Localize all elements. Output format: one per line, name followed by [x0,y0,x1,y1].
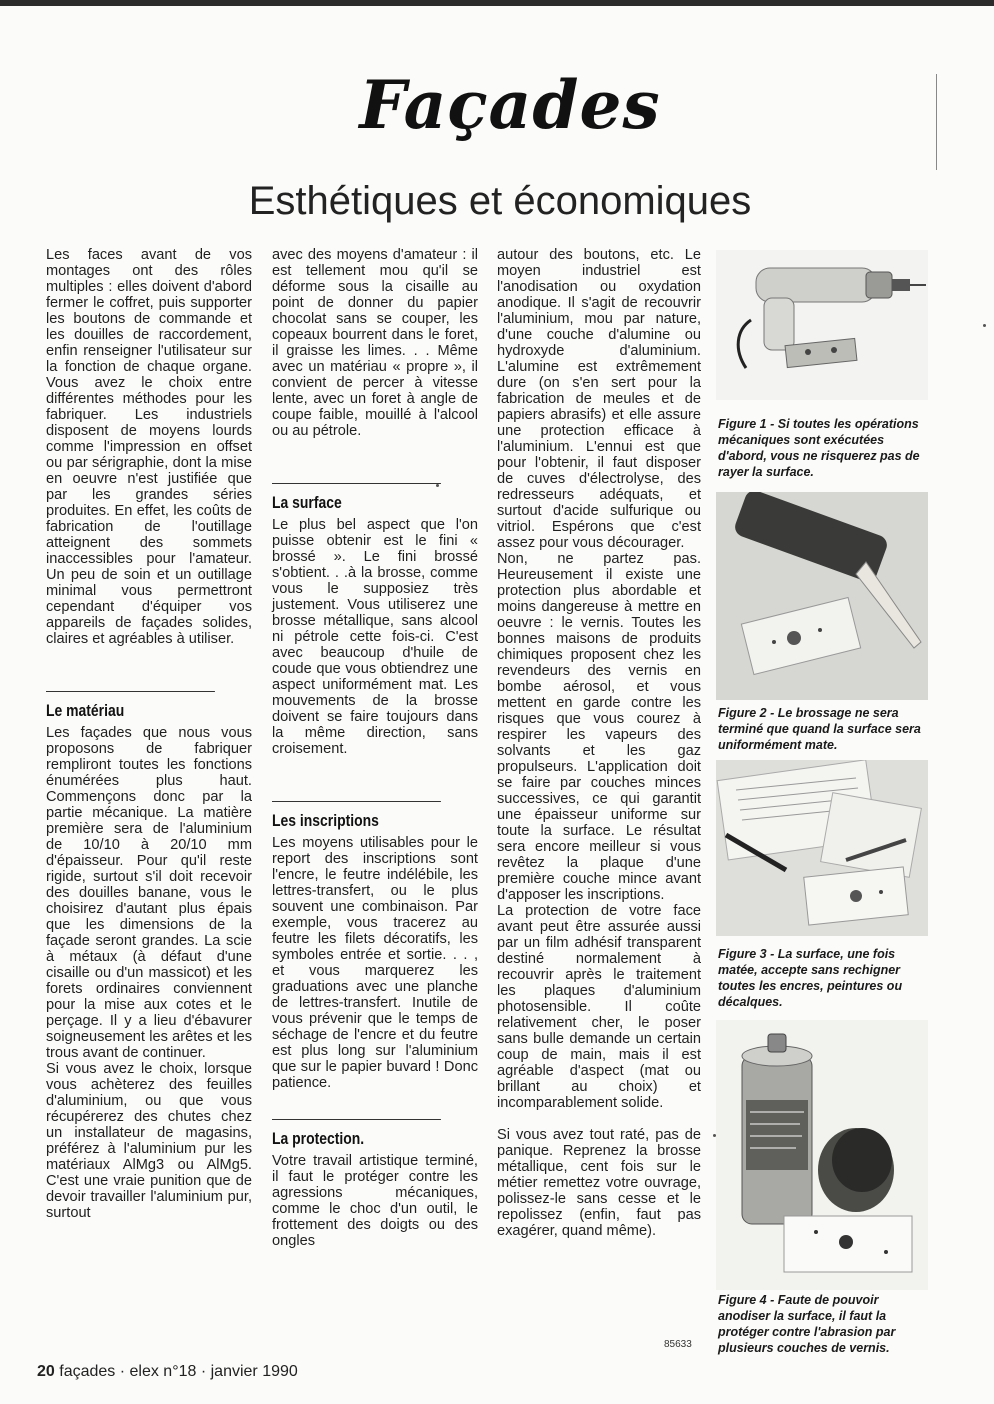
inscriptions-paragraph: Les moyens utilisables pour le report des inscriptions sont l'encre, le feutre indélébile, les lettres-transfert, ou le plus souvent une combinaison. Par exemple, vous tracerez au feutre les filets décoratifs, les symboles entrée et sortie. . . , et vous marquerez les graduations avec une planche de lettres-transfert. Inutile de vous prévenir que le temps de séchage de l'encre et du feutre est plus long sur l'aluminium que sur le papier buvard ! Donc patience. [272,835,478,1091]
figure-4-caption: Figure 4 - Faute de pouvoir anodiser la surface, il faut la protéger contre l'abrasion par plusieurs couches de vernis. [718,1293,896,1355]
materiau-paragraph-2: Si vous avez le choix, lorsque vous achèterez des feuilles d'aluminium, ou que vous récupérerez des chutes chez un installateur de magasins, préférez à l'aluminium pur les matériaux AlMg3 ou AlMg5. C'est une vraie punition que de devoir travailler l'aluminium pur, surtout [46,1061,252,1221]
section-heading-materiau: Le matériau [46,691,215,725]
print-speck [983,324,986,327]
title-side-rule [936,74,937,170]
print-speck [713,1134,716,1137]
section-heading-surface: La surface [272,483,441,517]
article-reference-number: 85633 [664,1339,692,1350]
column-1 [46,247,252,1221]
top-rule [0,0,994,6]
figure-3-inscriptions-photo [716,760,928,936]
surface-paragraph: Le plus bel aspect que l'on puisse obtenir est le fini « brossé ». Le fini brossé s'obtient. . .à la brosse, comme vous le supposiez très justement. Vous utiliserez une brosse métallique, sans alcool ni pétrole cette fois-ci. C'est avec beaucoup d'huile de coude que vous obtiendrez une aspect uniformément mat. Les mouvements de la brosse doivent se faire toujours dans la même direction, sans croisement. [272,517,478,757]
figure-3-caption: Figure 3 - La surface, une fois matée, accepte sans rechigner toutes les encres, peintures ou décalques. [718,947,903,1009]
anodisation-paragraph: autour des boutons, etc. Le moyen industriel est l'anodisation ou oxydation anodique. Il s'agit de recouvrir l'aluminium, mou par nature, d'une couche d'alumine ou hydroxyde d'aluminium. L'alumine est extrêmement dure (on s'en sert pour la fabrication de meules et de papiers abrasifs) et elle assure une protection efficace à l'aluminium. L'ennui est que pour l'obtenir, il faut disposer de cuves d'électrolyse, des redresseurs adéquats, et surtout d'acide sulfurique ou vitriol. Espérons que c'est assez pour vous décourager. [497,247,701,551]
figure-4-aerosol-photo [716,1020,928,1290]
figure-1-caption: Figure 1 - Si toutes les opérations mécaniques sont exécutées d'abord, vous ne risquerez pas de rayer la surface. [718,417,920,479]
section-heading-protection: La protection. [272,1119,441,1153]
panique-paragraph: Si vous avez tout raté, pas de panique. Reprenez la brosse métallique, cent fois sur le métier remettez votre ouvrage, polissez-le sans cesse et le repolissez (enfin, faut pas exagérer, quand même). [497,1127,701,1239]
article-subtitle: Esthétiques et économiques [248,179,752,223]
materiau-paragraph-1: Les façades que nous vous proposons de fabriquer rempliront toutes les fonctions énumérées plus haut. Commençons donc par la partie mécanique. La matière première sera de l'aluminium de 10/10 à 20/10 mm d'épaisseur. Pour qu'il reste rigide, surtout s'il doit recevoir des douilles banane, vous le choisirez d'autant plus épais que les dimensions de la façade seront grandes. La scie à métaux (à défaut d'une cisaille ou d'un massicot) et les forets ordinaires conviennent pour la mise aux cotes et le perçage. Il y a lieu d'ébavurer soigneusement les arêtes et les trous avant de continuer. [46,725,252,1061]
intro-paragraph: Les faces avant de vos montages ont des rôles multiples : elles doivent d'abord fermer le coffret, puis supporter les boutons de commande et les douilles de raccordement, enfin renseigner l'utilisateur sur la fonction de chaque organe. Vous avez le choix entre différentes méthodes pour les fabriquer. Les industriels disposent de moyens lourds comme l'impression en offset ou par sérigraphie, dont la mise en oeuvre n'est justifiée que par les grandes séries produites. En effet, les coûts de fabrication de l'outillage atteignent des sommets inaccessibles pour l'amateur. Un peu de soin et un outillage minimal vous permettront cependant d'équiper vos appareils de façades solides, claires et agréables à utiliser. [46,247,252,647]
figure-2-caption: Figure 2 - Le brossage ne sera terminé que quand la surface sera uniformément mate. [718,706,921,752]
page-number: 20 [37,1363,55,1380]
page-footer [37,1363,298,1381]
section-heading-inscriptions: Les inscriptions [272,801,441,835]
column-2 [272,247,478,1249]
print-speck [436,484,439,487]
film-paragraph: La protection de votre face avant peut être assurée aussi par un film adhésif transparent destiné normalement à recouvrir après le traitement les plaques d'aluminium photosensible. Il coûte relativement cher, le poser sans bulle demande un certain coup de main, mais il est agréable d'aspect (mat ou brillant au choix) et incomparablement solide. [497,903,701,1111]
figure-1-drill-photo [716,250,928,400]
vernis-paragraph: Non, ne partez pas. Heureusement il existe une protection plus abordable et moins dangereuse à mettre en oeuvre : le vernis. Toutes les bonnes maisons de produits chimiques proposent chez les revendeurs des vernis en bombe aérosol, et vous mettent en garde contre les risques que vous courez à respirer les vapeurs des solvants et les gaz propulseurs. L'application doit se faire par couches minces successives, ce qui garantit une épaisseur uniforme sur toute la surface. Le résultat sera encore meilleur si vous revêtez la plaque d'une première couche mince avant d'apposer les inscriptions. [497,551,701,903]
footer-text: façades · elex n°18 · janvier 1990 [59,1363,298,1380]
materiau-continued: avec des moyens d'amateur : il est tellement mou qu'il se déforme sous la cisaille au point de donner du papier chocolat sans se couper, les copeaux bourrent dans le foret, il graisse les limes. . . Même avec un matériau « propre », il convient de percer à vitesse lente, avec un foret à angle de coupe faible, mouillé à l'alcool ou au pétrole. [272,247,478,439]
column-3 [497,247,701,1239]
article-title: Façades [359,66,661,144]
figure-2-brush-photo [716,492,928,700]
protection-paragraph: Votre travail artistique terminé, il faut le protéger contre les agressions mécaniques, comme le choc d'un outil, le frottement des doigts ou des ongles [272,1153,478,1249]
